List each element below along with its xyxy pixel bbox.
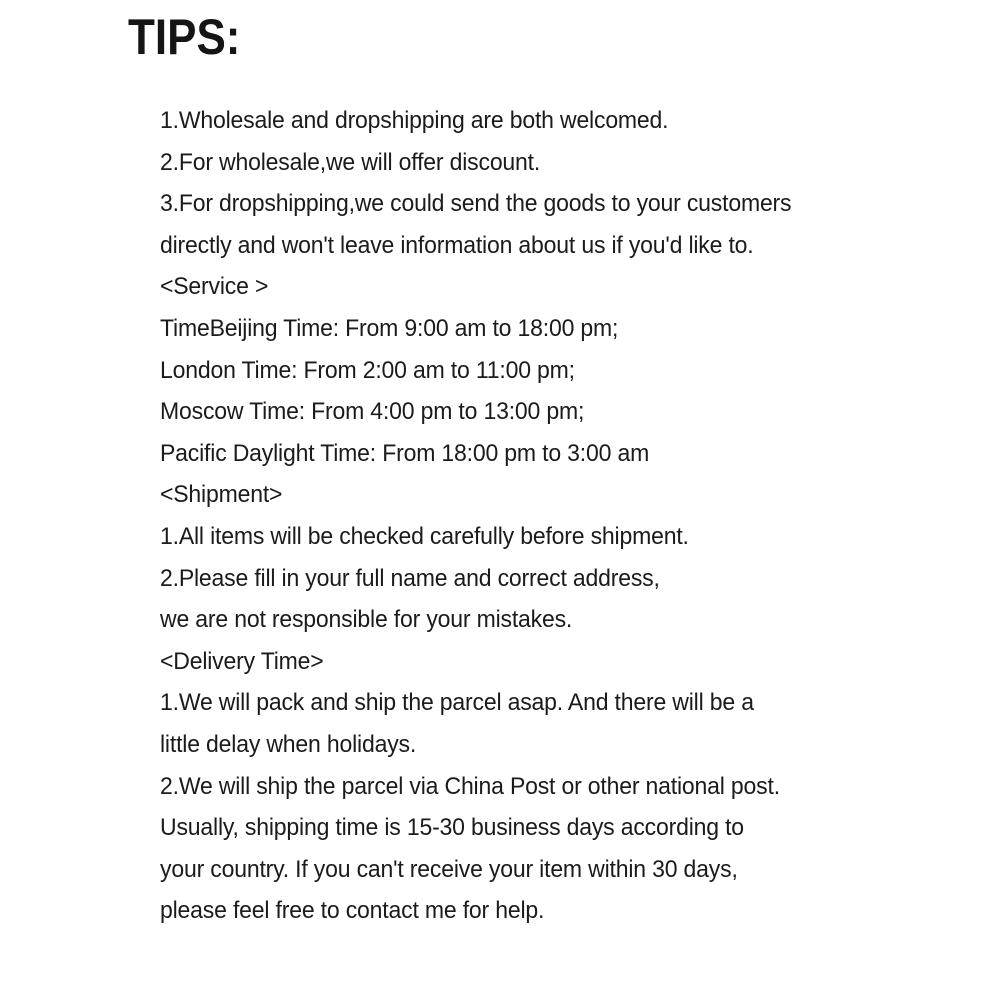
text-line-wholesale-discount: 2.For wholesale,we will offer discount. [160, 148, 541, 176]
text-line-checked-carefully: 1.All items will be checked carefully before shipment. [160, 522, 689, 550]
text-line-london-time: London Time: From 2:00 am to 11:00 pm; [160, 356, 575, 384]
text-line-china-post: 2.We will ship the parcel via China Post or other national post. [160, 772, 780, 800]
text-line-dropshipping-1: 3.For dropshipping,we could send the goods to your customers [160, 190, 792, 218]
page-title: TIPS: [128, 9, 241, 65]
text-line-dropshipping-2: directly and won't leave information about us if you'd like to. [160, 231, 754, 259]
text-line-full-name-address: 2.Please fill in your full name and correct address, [160, 564, 660, 592]
text-line-beijing-time: TimeBeijing Time: From 9:00 am to 18:00 pm; [160, 314, 619, 342]
text-line-moscow-time: Moscow Time: From 4:00 pm to 13:00 pm; [160, 398, 585, 426]
text-line-pack-ship-2: little delay when holidays. [160, 730, 417, 758]
text-line-wholesale: 1.Wholesale and dropshipping are both welcomed. [160, 107, 669, 134]
tips-text-block [160, 100, 791, 932]
section-heading-service: <Service > [160, 273, 269, 301]
text-line-pacific-time: Pacific Daylight Time: From 18:00 pm to 3:00 am [160, 439, 650, 467]
text-line-shipping-time: Usually, shipping time is 15-30 business days according to [160, 814, 744, 842]
text-line-pack-ship-1: 1.We will pack and ship the parcel asap. And there will be a [160, 689, 754, 717]
text-line-contact-for-help: please feel free to contact me for help. [160, 897, 545, 925]
section-heading-delivery-time: <Delivery Time> [160, 647, 324, 675]
text-line-not-responsible: we are not responsible for your mistakes. [160, 606, 573, 634]
text-line-within-30-days: your country. If you can't receive your item within 30 days, [160, 855, 738, 883]
section-heading-shipment: <Shipment> [160, 481, 283, 509]
